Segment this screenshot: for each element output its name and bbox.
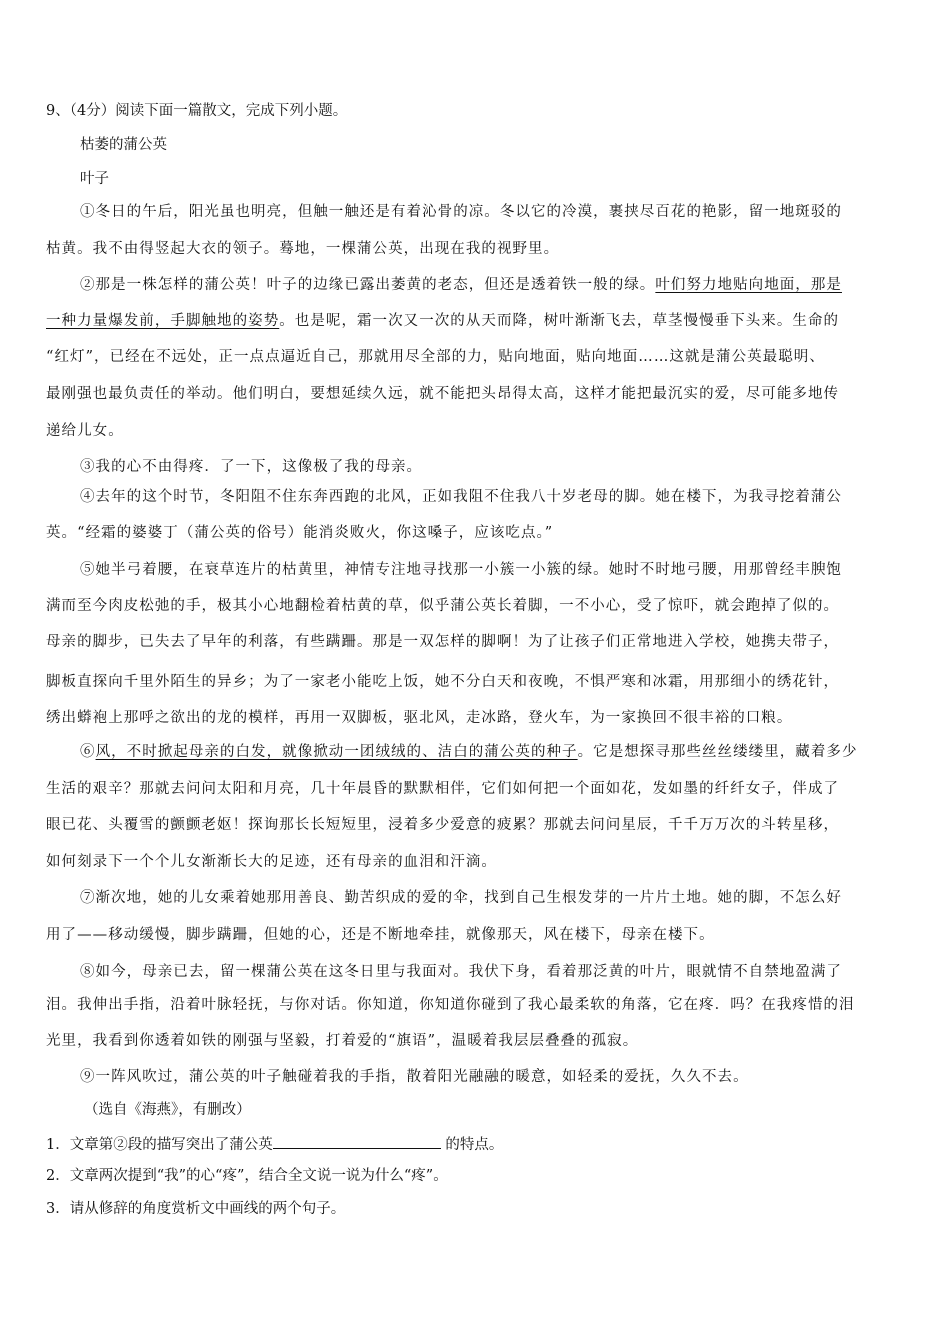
paragraph-5-line-4: 脚板直探向千里外陌生的异乡；为了一家老小能吃上饭，她不分白天和夜晚，不惧严寒和冰霜，用那细小的绣花针， <box>46 674 840 690</box>
paragraph-5-line-2: 满而至今肉皮松弛的手，极其小心地翻检着枯黄的草，似乎蒲公英长着脚，一不小心，受了惊吓，就会跑掉了似的。 <box>46 598 840 614</box>
paragraph-6-line-3: 眼已花、头覆雪的颤颤老妪！探询那长长短短里，浸着多少爱意的疲累？那就去问问星辰，千千万万次的斗转星移， <box>46 817 840 833</box>
paragraph-6-text: 。它是想探寻那些丝丝缕缕里，藏着多少 <box>577 744 858 760</box>
paragraph-5-line-5: 绣出蟒袍上那呼之欲出的龙的模样，再用一双脚板，驱北风，走冰路，登火车，为一家换回不很丰裕的口粮。 <box>46 710 793 726</box>
paragraph-2-line-4: 最刚强也最负责任的举动。他们明白，要想延续久远，就不能把头昂得太高，这样才能把最沉实的爱，尽可能多地传 <box>46 386 840 402</box>
paragraph-2-line-1 <box>80 275 842 295</box>
question-header: 9、（4分）阅读下面一篇散文，完成下列小题。 <box>46 103 348 119</box>
underlined-sentence-1-cont: 一种力量爆发前，手脚触地的姿势 <box>46 313 280 329</box>
essay-author: 叶子 <box>80 171 109 187</box>
paragraph-7-line-1: ⑦渐次地，她的儿女乘着她那用善良、勤苦织成的爱的伞，找到自己生根发芽的一片片土地。她的脚，不怎么好 <box>80 890 842 906</box>
question-2: 2．文章两次提到“我”的心“疼”，结合全文说一说为什么“疼”。 <box>46 1168 448 1184</box>
paragraph-4-line-1: ④去年的这个时节，冬阳阻不住东奔西跑的北风，正如我阻不住我八十岁老母的脚。她在楼下，为我寻挖着蒲公 <box>80 489 842 505</box>
paragraph-5-line-1: ⑤她半弓着腰，在衰草连片的枯黄里，神情专注地寻找那一小簇一小簇的绿。她时不时地弓腰，用那曾经丰腴饱 <box>80 562 842 578</box>
paragraph-8-line-3: 光里，我看到你透着如铁的刚强与坚毅，打着爱的“旗语”，温暖着我层层叠叠的孤寂。 <box>46 1033 639 1049</box>
source-note: （选自《海燕》，有删改） <box>84 1102 251 1118</box>
paragraph-6-line-4: 如何刻录下一个个儿女渐渐长大的足迹，还有母亲的血泪和汗滴。 <box>46 854 497 870</box>
paragraph-6-number: ⑥ <box>80 744 96 760</box>
paragraph-1-line-1: ①冬日的午后，阳光虽也明亮，但触一触还是有着沁骨的凉。冬以它的冷漠，裹挟尽百花的艳影，留一地斑驳的 <box>80 204 842 220</box>
paragraph-2-line-5: 递给儿女。 <box>46 423 124 439</box>
question-3: 3．请从修辞的角度赏析文中画线的两个句子。 <box>46 1201 346 1217</box>
question-1-suffix: 的特点。 <box>445 1137 504 1153</box>
paragraph-7-line-2: 用了——移动缓慢，脚步蹒跚，但她的心，还是不断地牵挂，就像那天，风在楼下，母亲在楼下。 <box>46 927 715 943</box>
paragraph-8-line-1: ⑧如今，母亲已去，留一棵蒲公英在这冬日里与我面对。我伏下身，看着那泛黄的叶片，眼就情不自禁地盈满了 <box>80 964 842 980</box>
underlined-sentence-2: 风，不时掀起母亲的白发，就像掀动一团绒绒的、洁白的蒲公英的种子 <box>95 744 578 760</box>
paragraph-6-line-1 <box>80 742 858 762</box>
paragraph-8-line-2: 泪。我伸出手指，沿着叶脉轻抚，与你对话。你知道，你知道你碰到了我心最柔软的角落，它在疼．吗？在我疼惜的泪 <box>46 997 855 1013</box>
paragraph-4-line-2: 英。“经霜的婆婆丁（蒲公英的俗号）能消炎败火，你这嗓子，应该吃点。” <box>46 525 554 541</box>
paragraph-9-line-1: ⑨一阵风吹过，蒲公英的叶子触碰着我的手指，散着阳光融融的暖意，如轻柔的爱抚，久久不去。 <box>80 1069 749 1085</box>
question-1-prefix: 1．文章第②段的描写突出了蒲公英 <box>46 1137 273 1153</box>
paragraph-2-text-2: 。也是呢，霜一次又一次的从天而降，树叶渐渐飞去，草茎慢慢垂下头来。生命的 <box>279 313 840 329</box>
paragraph-2-text: ②那是一株怎样的蒲公英！叶子的边缘已露出萎黄的老态，但还是透着铁一般的绿。 <box>80 277 656 293</box>
underlined-sentence-1: 叶们努力地贴向地面，那是 <box>655 277 842 293</box>
essay-title: 枯萎的蒲公英 <box>80 137 167 153</box>
paragraph-2-line-2 <box>46 311 839 331</box>
paragraph-5-line-3: 母亲的脚步，已失去了早年的利落，有些蹒跚。那是一双怎样的脚啊！为了让孩子们正常地进入学校，她携夫带子， <box>46 634 840 650</box>
paragraph-2-line-3: “红灯”，已经在不远处，正一点点逼近自己，那就用尽全部的力，贴向地面，贴向地面……这就是蒲公英最聪明、 <box>46 349 825 365</box>
paragraph-1-line-2: 枯黄。我不由得竖起大衣的领子。蓦地，一棵蒲公英，出现在我的视野里。 <box>46 241 560 257</box>
answer-blank[interactable] <box>273 1133 441 1149</box>
paragraph-3-line-1: ③我的心不由得疼．了一下，这像极了我的母亲。 <box>80 459 423 475</box>
paragraph-6-line-2: 生活的艰辛？那就去问问太阳和月亮，几十年晨昏的默默相伴，它们如何把一个面如花，发如墨的纤纤女子，伴成了 <box>46 781 840 797</box>
question-1 <box>46 1133 503 1155</box>
